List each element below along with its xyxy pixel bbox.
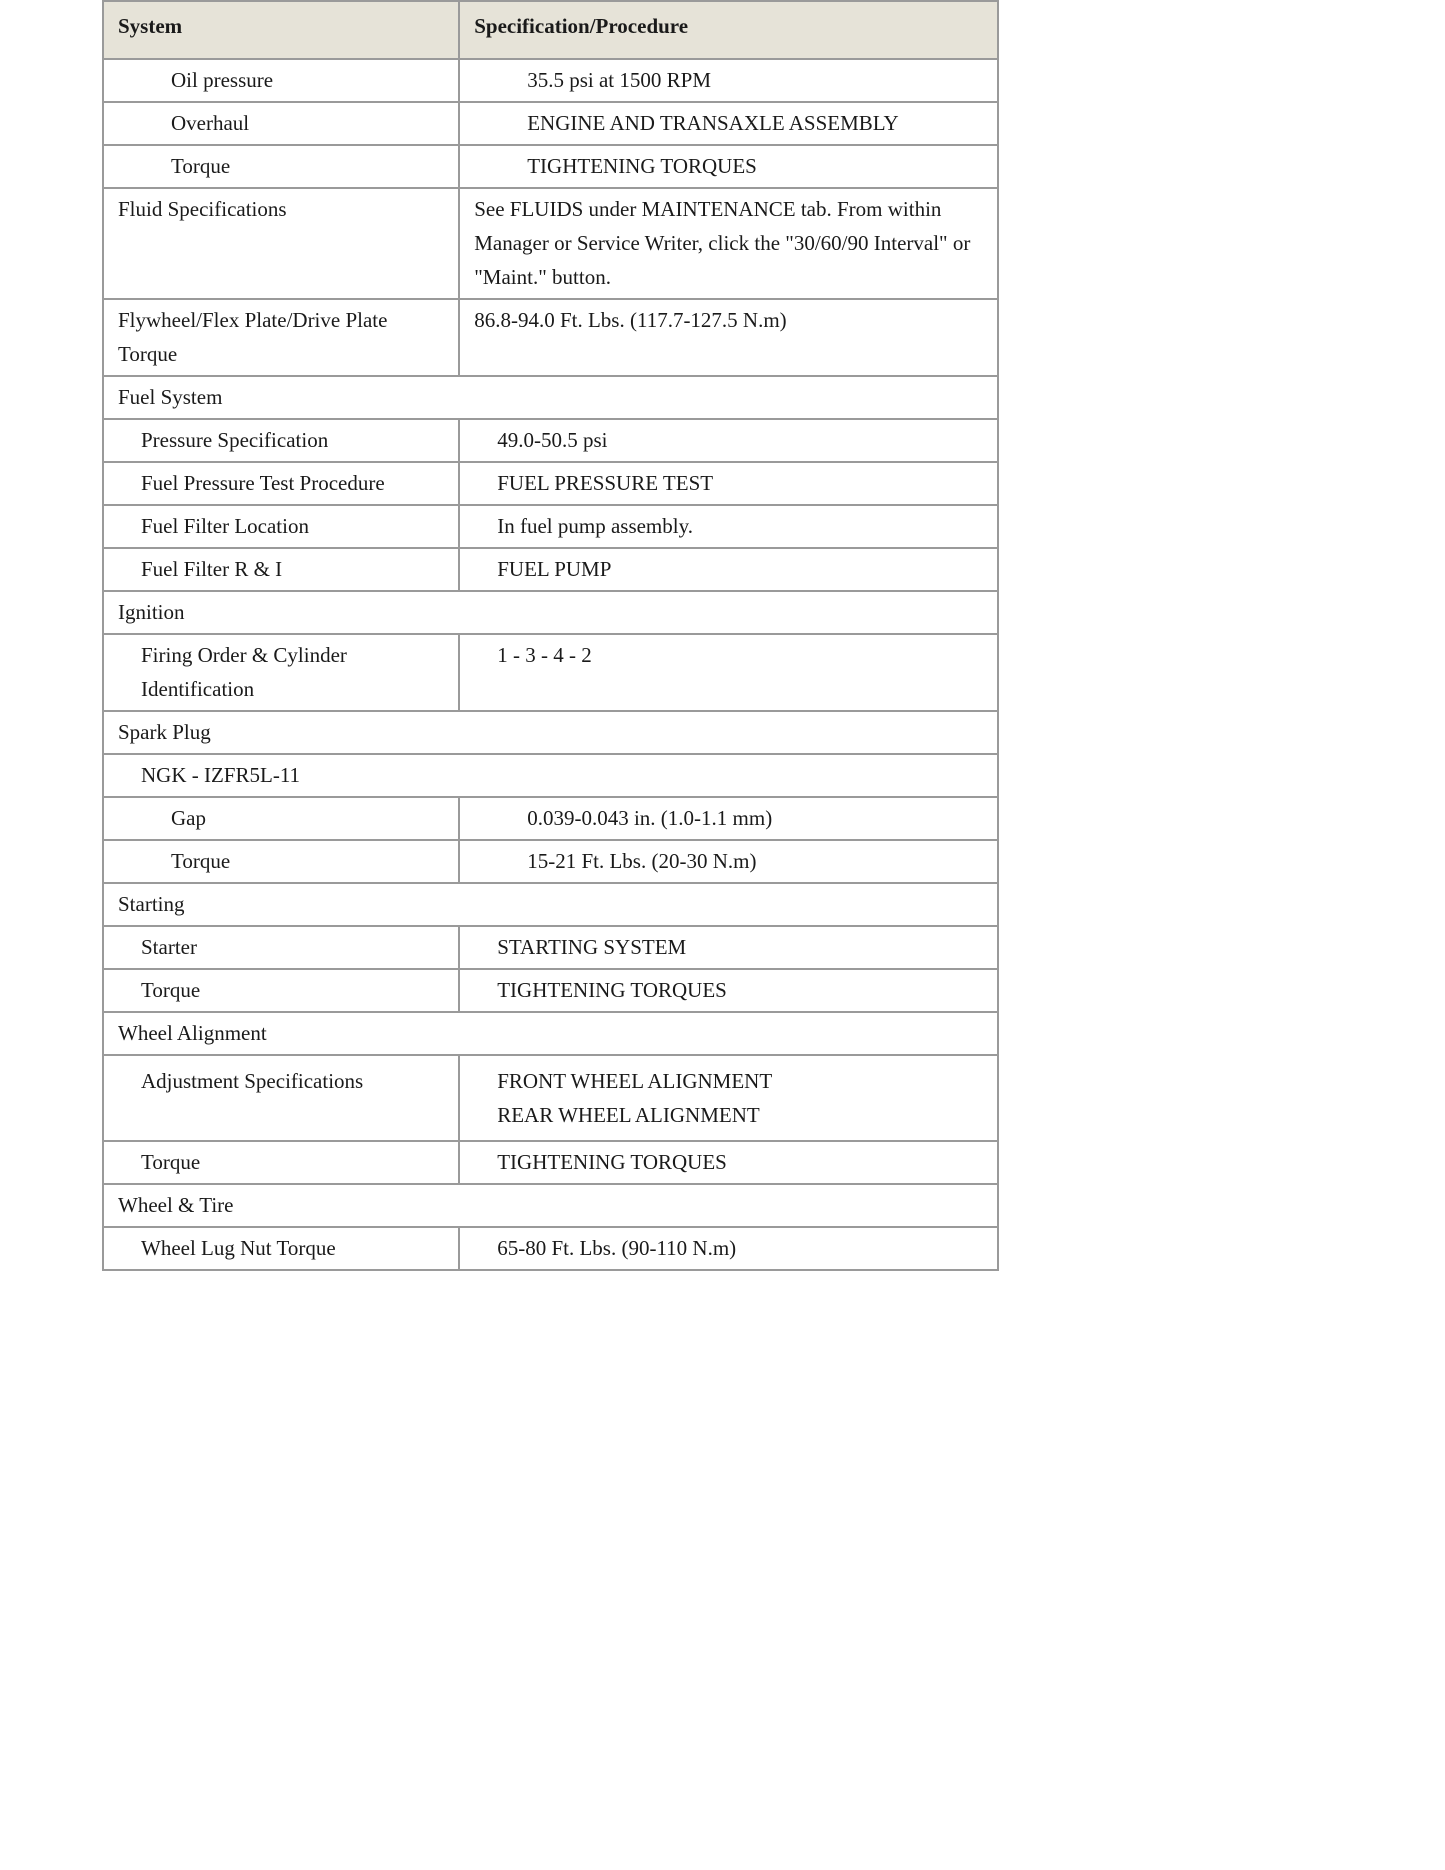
specification-cell [459,969,998,1012]
group-label: Wheel Alignment [103,1012,998,1055]
specification-text: FUEL PUMP [497,557,612,581]
group-label: NGK - IZFR5L-11 [103,754,998,797]
specification-text: 86.8-94.0 Ft. Lbs. (117.7-127.5 N.m) [474,308,787,332]
system-cell: Fluid Specifications [103,188,459,299]
specification-text: 0.039-0.043 in. (1.0-1.1 mm) [527,806,773,830]
system-cell: Flywheel/Flex Plate/Drive Plate Torque [103,299,459,376]
table-group-row [103,376,998,419]
specification-cell [459,505,998,548]
table-row [103,505,998,548]
specification-cell [459,548,998,591]
system-cell: Pressure Specification [103,419,459,462]
system-cell: Torque [103,1141,459,1184]
specification-text: See FLUIDS under MAINTENANCE tab. From within Manager or Service Writer, click the "30/60/90 Interval" or "Maint." button. [474,197,971,289]
system-cell: Torque [103,969,459,1012]
specification-cell [459,145,998,188]
group-label: Ignition [103,591,998,634]
specification-cell [459,102,998,145]
table-row [103,840,998,883]
system-cell: Gap [103,797,459,840]
specification-cell [459,59,998,102]
table-row [103,548,998,591]
specification-cell [459,1055,998,1141]
table-group-row [103,1184,998,1227]
specification-cell [459,419,998,462]
system-cell: Torque [103,840,459,883]
specifications-table [102,0,999,1271]
specification-text: FRONT WHEEL ALIGNMENT [497,1069,773,1093]
specification-text: ENGINE AND TRANSAXLE ASSEMBLY [527,111,899,135]
specification-cell [459,634,998,711]
group-label: Spark Plug [103,711,998,754]
specification-text: 35.5 psi at 1500 RPM [527,68,711,92]
specification-text: TIGHTENING TORQUES [497,1150,727,1174]
group-label: Starting [103,883,998,926]
system-cell: Torque [103,145,459,188]
specification-text: 49.0-50.5 psi [497,428,608,452]
specification-cell [459,188,998,299]
table-row [103,59,998,102]
table-row [103,797,998,840]
system-cell: Starter [103,926,459,969]
system-cell: Fuel Filter Location [103,505,459,548]
table-row [103,102,998,145]
table-row [103,969,998,1012]
specification-text: 1 - 3 - 4 - 2 [497,643,592,667]
system-cell: Fuel Filter R & I [103,548,459,591]
specification-text: TIGHTENING TORQUES [527,154,757,178]
system-cell: Overhaul [103,102,459,145]
column-header-system: System [103,1,459,59]
specification-cell [459,462,998,505]
table-row [103,634,998,711]
table-header-row [103,1,998,59]
table-row [103,1227,998,1270]
specification-cell [459,797,998,840]
table-row [103,419,998,462]
system-cell: Wheel Lug Nut Torque [103,1227,459,1270]
system-cell: Fuel Pressure Test Procedure [103,462,459,505]
table-body [103,59,998,1270]
specification-text: STARTING SYSTEM [497,935,687,959]
specification-text: 15-21 Ft. Lbs. (20-30 N.m) [527,849,757,873]
table-group-row [103,1012,998,1055]
specification-cell [459,926,998,969]
specification-cell [459,840,998,883]
group-label: Fuel System [103,376,998,419]
column-header-specification: Specification/Procedure [459,1,998,59]
table-group-row [103,883,998,926]
table-row [103,188,998,299]
system-cell: Firing Order & Cylinder Identification [103,634,459,711]
table-row [103,299,998,376]
specification-text: In fuel pump assembly. [497,514,693,538]
table-row [103,1141,998,1184]
system-cell: Oil pressure [103,59,459,102]
table-row [103,462,998,505]
specification-text: FUEL PRESSURE TEST [497,471,714,495]
specification-cell [459,1141,998,1184]
specification-cell [459,299,998,376]
specification-text: REAR WHEEL ALIGNMENT [497,1103,760,1127]
specification-cell [459,1227,998,1270]
table-group-row [103,591,998,634]
table-row [103,145,998,188]
table-group-row [103,754,998,797]
system-cell: Adjustment Specifications [103,1055,459,1141]
specification-text: TIGHTENING TORQUES [497,978,727,1002]
specification-text: 65-80 Ft. Lbs. (90-110 N.m) [497,1236,737,1260]
table-group-row [103,711,998,754]
table-row [103,926,998,969]
group-label: Wheel & Tire [103,1184,998,1227]
table-row [103,1055,998,1141]
